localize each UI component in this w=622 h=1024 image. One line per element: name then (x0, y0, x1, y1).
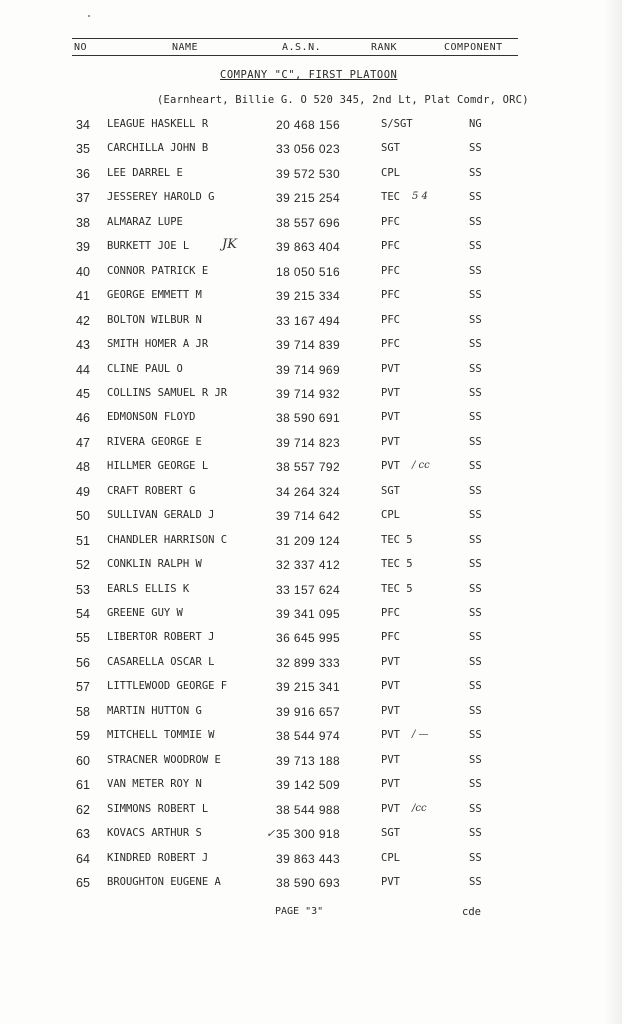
roster-name: BROUGHTON EUGENE A (107, 875, 221, 888)
col-header-asn: A.S.N. (282, 42, 322, 53)
roster-no: 62 (76, 802, 90, 817)
roster-asn: 38 544 974 (276, 729, 341, 744)
roster-component: SS (469, 484, 482, 497)
roster-rank: PVT (381, 778, 400, 791)
roster-component: SS (469, 411, 482, 424)
roster-no: 44 (76, 362, 90, 377)
roster-component: SS (469, 533, 482, 546)
roster-component: SS (469, 386, 482, 399)
handwritten-note: 5 4 (412, 191, 428, 203)
roster-component: SS (469, 753, 482, 766)
roster-row (0, 237, 622, 265)
roster-no: 49 (76, 484, 90, 499)
roster-row (0, 680, 622, 705)
roster-no: 64 (76, 851, 90, 866)
roster-no: 51 (76, 533, 90, 548)
roster-name: CONNOR PATRICK E (107, 264, 209, 277)
roster-rank: PVT (381, 655, 400, 668)
col-header-rank: RANK (371, 42, 398, 53)
roster-rank: PFC (381, 338, 400, 350)
roster-asn: 20 468 156 (276, 118, 341, 132)
roster-asn: 32 899 333 (276, 655, 341, 670)
roster-component: SS (469, 166, 482, 179)
roster-rank: PFC (381, 313, 400, 326)
roster-no: 39 (76, 240, 90, 255)
speck (88, 15, 90, 17)
roster-name: CRAFT ROBERT G (107, 484, 196, 497)
roster-rank: TEC 5 (381, 558, 413, 571)
roster-name: CARCHILLA JOHN B (107, 142, 209, 155)
col-header-no: NO (74, 42, 88, 53)
col-header-name: NAME (172, 42, 199, 53)
roster-row (0, 485, 622, 510)
roster-component: SS (469, 191, 482, 204)
roster-component: SS (469, 509, 482, 522)
roster-name: SMITH HOMER A JR (107, 338, 209, 350)
roster-asn: 39 916 657 (276, 704, 341, 719)
roster-component: SS (469, 240, 482, 253)
roster-row (0, 876, 622, 901)
roster-row (0, 338, 622, 363)
roster-asn: 39 341 095 (276, 607, 341, 621)
roster-name: EDMONSON FLOYD (107, 411, 196, 424)
roster-no: 34 (76, 118, 90, 132)
roster-name: LEAGUE HASKELL R (107, 118, 209, 130)
roster-row (0, 460, 622, 485)
roster-rank: PVT (381, 435, 400, 448)
roster-rank: CPL (381, 509, 400, 522)
roster-row (0, 118, 622, 143)
roster-row (0, 754, 622, 779)
roster-component: SS (469, 558, 482, 571)
roster-rank: PVT (381, 753, 400, 766)
roster-no: 38 (76, 215, 90, 230)
roster-row (0, 607, 622, 632)
roster-no: 45 (76, 386, 90, 401)
roster-row (0, 778, 622, 803)
roster-asn: 38 557 792 (276, 460, 341, 475)
roster-component: SS (469, 704, 482, 717)
roster-asn: 39 714 839 (276, 338, 341, 352)
roster-component: SS (469, 313, 482, 326)
roster-no: 42 (76, 313, 90, 328)
roster-component: SS (469, 289, 482, 302)
roster-row (0, 191, 622, 216)
roster-rank: PVT (381, 729, 400, 742)
roster-no: 55 (76, 631, 90, 646)
roster-rank: PVT (381, 362, 400, 375)
roster-row (0, 827, 622, 852)
roster-asn: 39 863 443 (276, 851, 341, 866)
roster-component: SS (469, 680, 482, 693)
roster-row (0, 216, 622, 241)
roster-row (0, 631, 622, 656)
roster-asn: 31 209 124 (276, 533, 341, 548)
roster-component: SS (469, 362, 482, 375)
header-rule-bottom (72, 55, 518, 56)
roster-rank: S/SGT (381, 118, 413, 130)
roster-component: SS (469, 264, 482, 277)
roster-no: 41 (76, 289, 90, 304)
roster-rank: CPL (381, 851, 400, 864)
roster-component: SS (469, 142, 482, 155)
roster-name: GEORGE EMMETT M (107, 289, 202, 302)
roster-rank: PFC (381, 240, 400, 253)
roster-no: 46 (76, 411, 90, 426)
roster-rank: TEC (381, 191, 400, 204)
roster-asn: 35 300 918 (276, 827, 341, 841)
roster-no: 48 (76, 460, 90, 475)
roster-name: STRACNER WOODROW E (107, 753, 221, 766)
roster-rank: CPL (381, 166, 400, 179)
roster-no: 56 (76, 655, 90, 670)
roster-no: 61 (76, 778, 90, 793)
roster-component: NG (469, 118, 482, 130)
roster-row (0, 705, 622, 730)
roster-name: LIBERTOR ROBERT J (107, 631, 215, 644)
roster-name: CHANDLER HARRISON C (107, 533, 228, 546)
roster-name: SIMMONS ROBERT L (107, 802, 209, 815)
roster-name: COLLINS SAMUEL R JR (107, 386, 228, 399)
roster-no: 58 (76, 704, 90, 719)
roster-rank: PFC (381, 215, 400, 228)
roster-component: SS (469, 802, 482, 815)
roster-name: LEE DARREL E (107, 166, 183, 179)
roster-asn: 38 557 696 (276, 215, 341, 230)
roster-row (0, 289, 622, 314)
roster-name: CASARELLA OSCAR L (107, 655, 215, 668)
roster-no: 53 (76, 582, 90, 597)
roster-rank: PVT (381, 704, 400, 717)
roster-asn: 38 590 693 (276, 875, 341, 890)
roster-asn: 39 714 823 (276, 435, 341, 450)
roster-name: KINDRED ROBERT J (107, 851, 209, 864)
roster-rank: SGT (381, 827, 400, 839)
roster-row (0, 656, 622, 681)
roster-asn: 18 050 516 (276, 264, 341, 279)
roster-name: GREENE GUY W (107, 607, 183, 619)
roster-asn: 33 167 494 (276, 313, 341, 328)
roster-rank: PVT (381, 680, 400, 693)
roster-row (0, 509, 622, 534)
roster-rank: PFC (381, 289, 400, 302)
roster-component: SS (469, 460, 482, 473)
roster-component: SS (469, 851, 482, 864)
roster-rank: PVT (381, 460, 400, 473)
roster-asn: 39 215 341 (276, 680, 341, 695)
roster-name: LITTLEWOOD GEORGE F (107, 680, 228, 693)
roster-row (0, 411, 622, 436)
roster-component: SS (469, 655, 482, 668)
roster-asn: 39 714 969 (276, 362, 341, 377)
roster-no: 52 (76, 558, 90, 573)
roster-rank: PVT (381, 411, 400, 424)
roster-no: 54 (76, 607, 90, 621)
roster-no: 35 (76, 142, 90, 157)
roster-component: SS (469, 582, 482, 595)
roster-rank: PFC (381, 264, 400, 277)
roster-name: KOVACS ARTHUR S (107, 827, 202, 839)
roster-asn: 39 572 530 (276, 166, 341, 181)
roster-name: BURKETT JOE L (107, 240, 190, 253)
roster-no: 63 (76, 827, 90, 841)
roster-name: EARLS ELLIS K (107, 582, 190, 595)
roster-row (0, 265, 622, 290)
roster-name: SULLIVAN GERALD J (107, 509, 215, 522)
roster-name: VAN METER ROY N (107, 778, 202, 791)
typist-code: cde (462, 906, 481, 918)
roster-asn: 33 056 023 (276, 142, 341, 157)
roster-asn: 33 157 624 (276, 582, 341, 597)
roster-no: 65 (76, 875, 90, 890)
roster-asn: 39 215 334 (276, 289, 341, 304)
roster-asn: 38 590 691 (276, 411, 341, 426)
roster-asn: 39 215 254 (276, 191, 341, 206)
roster-name: ALMARAZ LUPE (107, 215, 183, 228)
roster-rank: TEC 5 (381, 582, 413, 595)
roster-component: SS (469, 827, 482, 839)
platoon-title: COMPANY "C", FIRST PLATOON (220, 69, 398, 81)
roster-no: 40 (76, 264, 90, 279)
paper-edge-shadow (604, 0, 622, 1024)
roster-row (0, 534, 622, 559)
roster-row (0, 436, 622, 461)
roster-name: CLINE PAUL O (107, 362, 183, 375)
roster-rank: PFC (381, 607, 400, 619)
roster-row (0, 852, 622, 877)
roster-row (0, 363, 622, 388)
roster-name: BOLTON WILBUR N (107, 313, 202, 326)
roster-rank: PVT (381, 875, 400, 888)
roster-row (0, 558, 622, 583)
roster-asn: 39 713 188 (276, 753, 341, 768)
roster-no: 37 (76, 191, 90, 206)
roster-asn: 34 264 324 (276, 484, 341, 499)
roster-component: SS (469, 607, 482, 619)
roster-row (0, 314, 622, 339)
roster-asn: 39 863 404 (276, 240, 341, 255)
roster-rank: TEC 5 (381, 533, 413, 546)
roster-component: SS (469, 338, 482, 350)
roster-component: SS (469, 729, 482, 742)
roster-row (0, 803, 622, 828)
roster-name: JESSEREY HAROLD G (107, 191, 215, 204)
roster-no: 59 (76, 729, 90, 744)
roster-asn: 39 714 642 (276, 509, 341, 524)
roster-no: 57 (76, 680, 90, 695)
roster-row (0, 729, 622, 754)
roster-component: SS (469, 875, 482, 888)
roster-name: HILLMER GEORGE L (107, 460, 209, 473)
roster-row (0, 583, 622, 608)
roster-rank: PFC (381, 631, 400, 644)
roster-rank: SGT (381, 484, 400, 497)
page-number: PAGE "3" (275, 906, 324, 917)
roster-name: MITCHELL TOMMIE W (107, 729, 215, 742)
handwritten-note: JK (222, 237, 237, 253)
roster-rank: PVT (381, 386, 400, 399)
handwritten-note: ✓ (266, 827, 276, 840)
roster-component: SS (469, 435, 482, 448)
roster-no: 43 (76, 338, 90, 352)
header-rule-top (72, 38, 518, 39)
platoon-commander: (Earnheart, Billie G. O 520 345, 2nd Lt, Plat Comdr, ORC) (157, 94, 529, 106)
roster-component: SS (469, 778, 482, 791)
roster-row (0, 387, 622, 412)
roster-rank: PVT (381, 802, 400, 815)
roster-asn: 32 337 412 (276, 558, 341, 573)
roster-no: 50 (76, 509, 90, 524)
roster-no: 47 (76, 435, 90, 450)
roster-asn: 39 714 932 (276, 386, 341, 401)
handwritten-note: / cc (412, 460, 430, 472)
roster-no: 36 (76, 166, 90, 181)
roster-asn: 36 645 995 (276, 631, 341, 646)
roster-rank: SGT (381, 142, 400, 155)
handwritten-note: /cc (412, 802, 427, 814)
roster-row (0, 167, 622, 192)
roster-asn: 39 142 509 (276, 778, 341, 793)
roster-no: 60 (76, 753, 90, 768)
col-header-component: COMPONENT (444, 42, 503, 53)
handwritten-note: / — (412, 729, 429, 741)
roster-name: CONKLIN RALPH W (107, 558, 202, 571)
roster-name: MARTIN HUTTON G (107, 704, 202, 717)
roster-row (0, 142, 622, 167)
roster-component: SS (469, 631, 482, 644)
roster-component: SS (469, 215, 482, 228)
roster-name: RIVERA GEORGE E (107, 435, 202, 448)
roster-asn: 38 544 988 (276, 802, 341, 817)
